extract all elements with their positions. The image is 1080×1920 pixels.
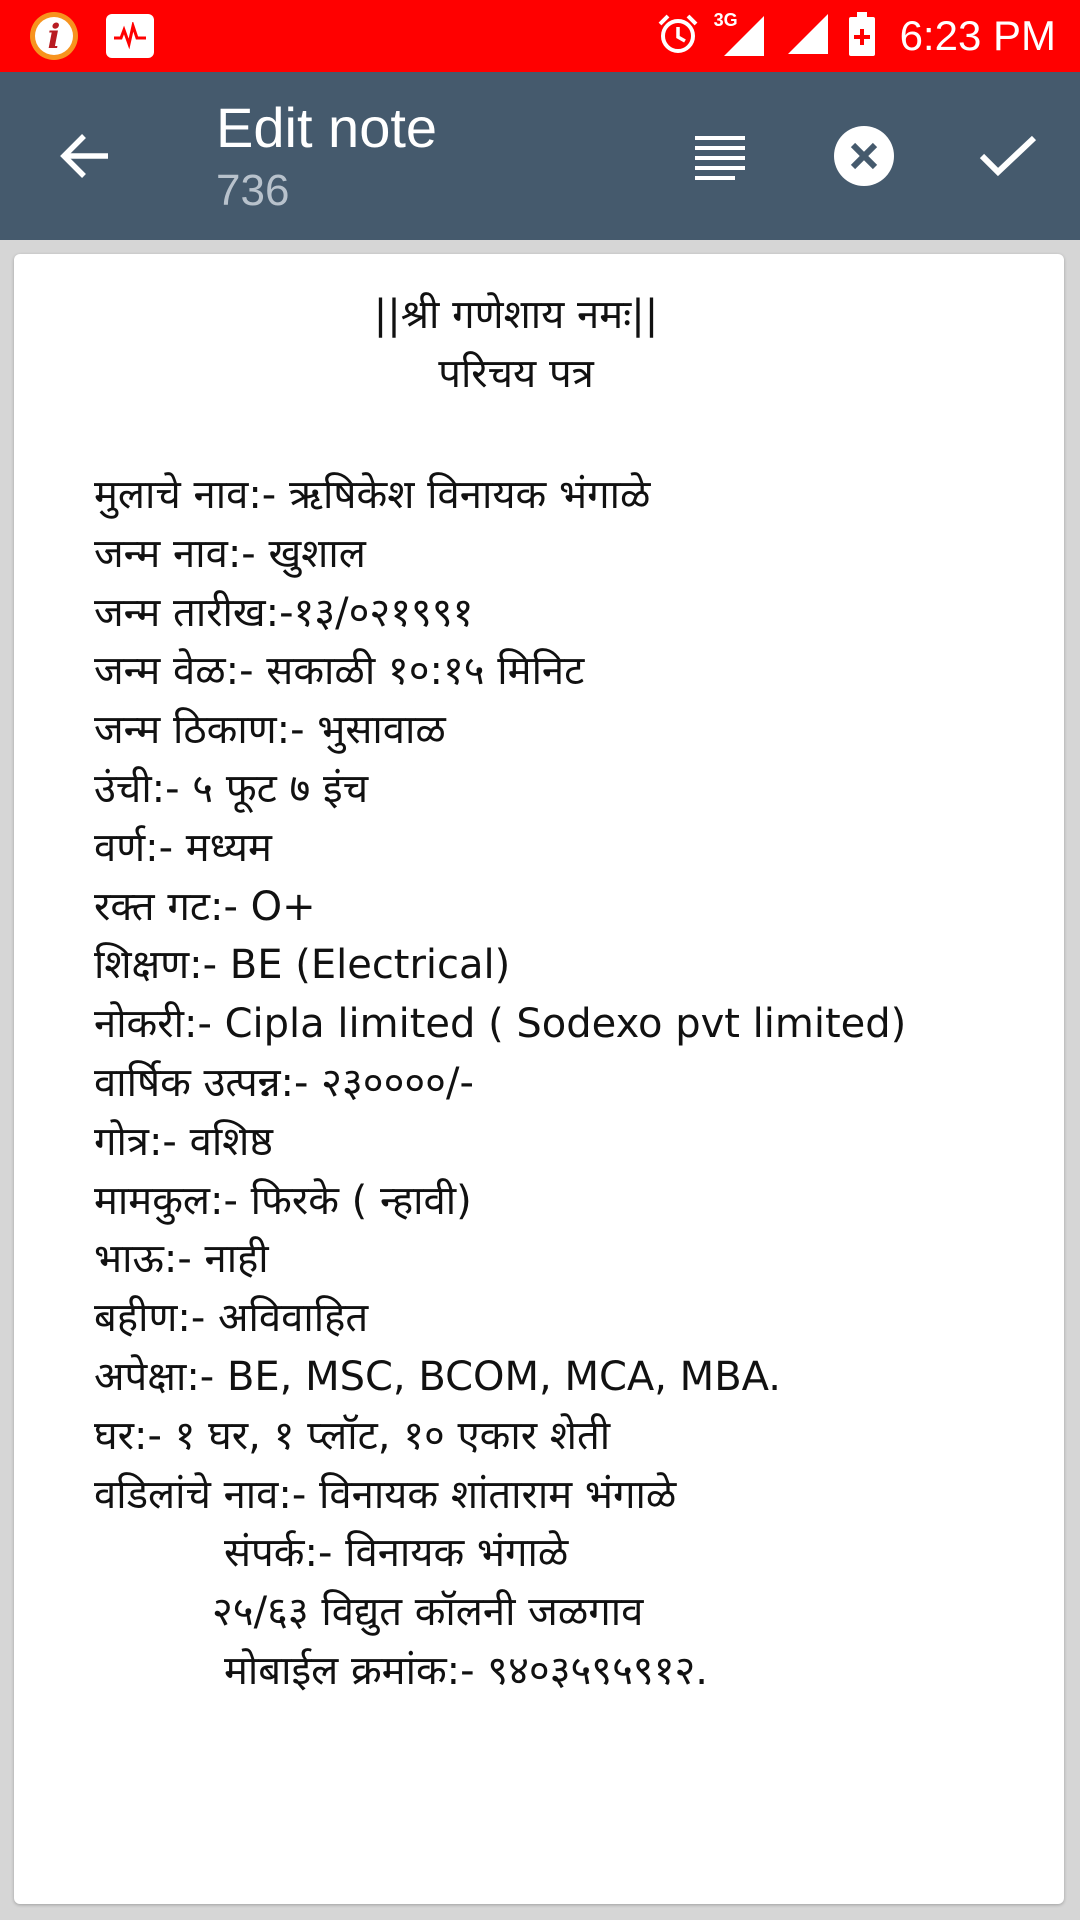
network-type-label: 3G: [713, 10, 738, 30]
note-id-subtitle: 736: [216, 166, 290, 215]
status-time: 6:23 PM: [899, 12, 1056, 59]
note-line: २५/६३ विद्युत कॉलनी जळगाव: [212, 1589, 644, 1636]
note-line: नोकरी:- Cipla limited ( Sodexo pvt limited): [94, 1001, 907, 1048]
status-right-icons: [656, 0, 1056, 72]
battery-icon: [848, 11, 876, 61]
note-line: जन्म नाव:- खुशाल: [94, 530, 366, 577]
pulse-icon: [106, 14, 154, 58]
format-lines-icon: [693, 132, 747, 180]
page-title: Edit note: [216, 96, 438, 159]
note-header-line-1: ||श्री गणेशाय नमः||: [373, 292, 659, 338]
note-line: उंची:- ५ फूट ७ इंच: [94, 765, 369, 812]
note-line: मुलाचे नाव:- ऋषिकेश विनायक भंगाळे: [94, 472, 651, 518]
format-button[interactable]: [684, 120, 756, 192]
note-line: गोत्र:- वशिष्ठ: [94, 1118, 273, 1165]
alarm-clock-icon: [656, 12, 700, 60]
note-line: वर्ण:- मध्यम: [94, 824, 272, 871]
note-header-line-2: परिचय पत्र: [438, 350, 594, 397]
status-left-icons: [28, 10, 154, 62]
note-line: जन्म तारीख:-१३/०२१९९१: [94, 589, 474, 636]
note-header: [14, 286, 1018, 404]
note-line: मामकुल:- फिरके ( न्हावी): [94, 1177, 472, 1224]
note-body[interactable]: [94, 466, 1034, 1701]
note-line: जन्म ठिकाण:- भुसावाळ: [94, 707, 446, 754]
svg-text:i: i: [47, 17, 61, 57]
note-line: शिक्षण:- BE (Electrical): [94, 942, 511, 989]
note-line: मोबाईल क्रमांक:- ९४०३५९५९१२.: [224, 1647, 709, 1694]
toolbar: [0, 72, 1080, 240]
cancel-x-icon: [833, 125, 895, 187]
confirm-check-icon: [978, 132, 1038, 180]
signal-3g-icon: [713, 10, 766, 58]
title-block: [216, 94, 437, 220]
note-line: घर:- १ घर, १ प्लॉट, १० एकार शेती: [94, 1412, 611, 1459]
note-line: जन्म वेळ:- सकाळी १०:१५ मिनिट: [94, 648, 585, 695]
confirm-button[interactable]: [972, 120, 1044, 192]
back-arrow-icon: [58, 128, 114, 184]
note-line: बहीण:- अविवाहित: [94, 1295, 369, 1342]
cancel-button[interactable]: [828, 120, 900, 192]
back-button[interactable]: [50, 120, 122, 192]
note-line: वार्षिक उत्पन्न:- २३००००/-: [94, 1059, 474, 1106]
app-i-icon: [28, 10, 80, 62]
note-line: भाऊ:- नाही: [94, 1236, 269, 1283]
note-line: अपेक्षा:- BE, MSC, BCOM, MCA, MBA.: [94, 1353, 782, 1400]
note-line: संपर्क:- विनायक भंगाळे: [224, 1530, 569, 1577]
status-bar: [0, 0, 1080, 72]
note-line: वडिलांचे नाव:- विनायक शांताराम भंगाळे: [94, 1471, 677, 1518]
note-editor[interactable]: [14, 254, 1064, 1904]
signal-icon: [784, 12, 830, 60]
note-line: रक्त गट:- O+: [94, 883, 316, 930]
